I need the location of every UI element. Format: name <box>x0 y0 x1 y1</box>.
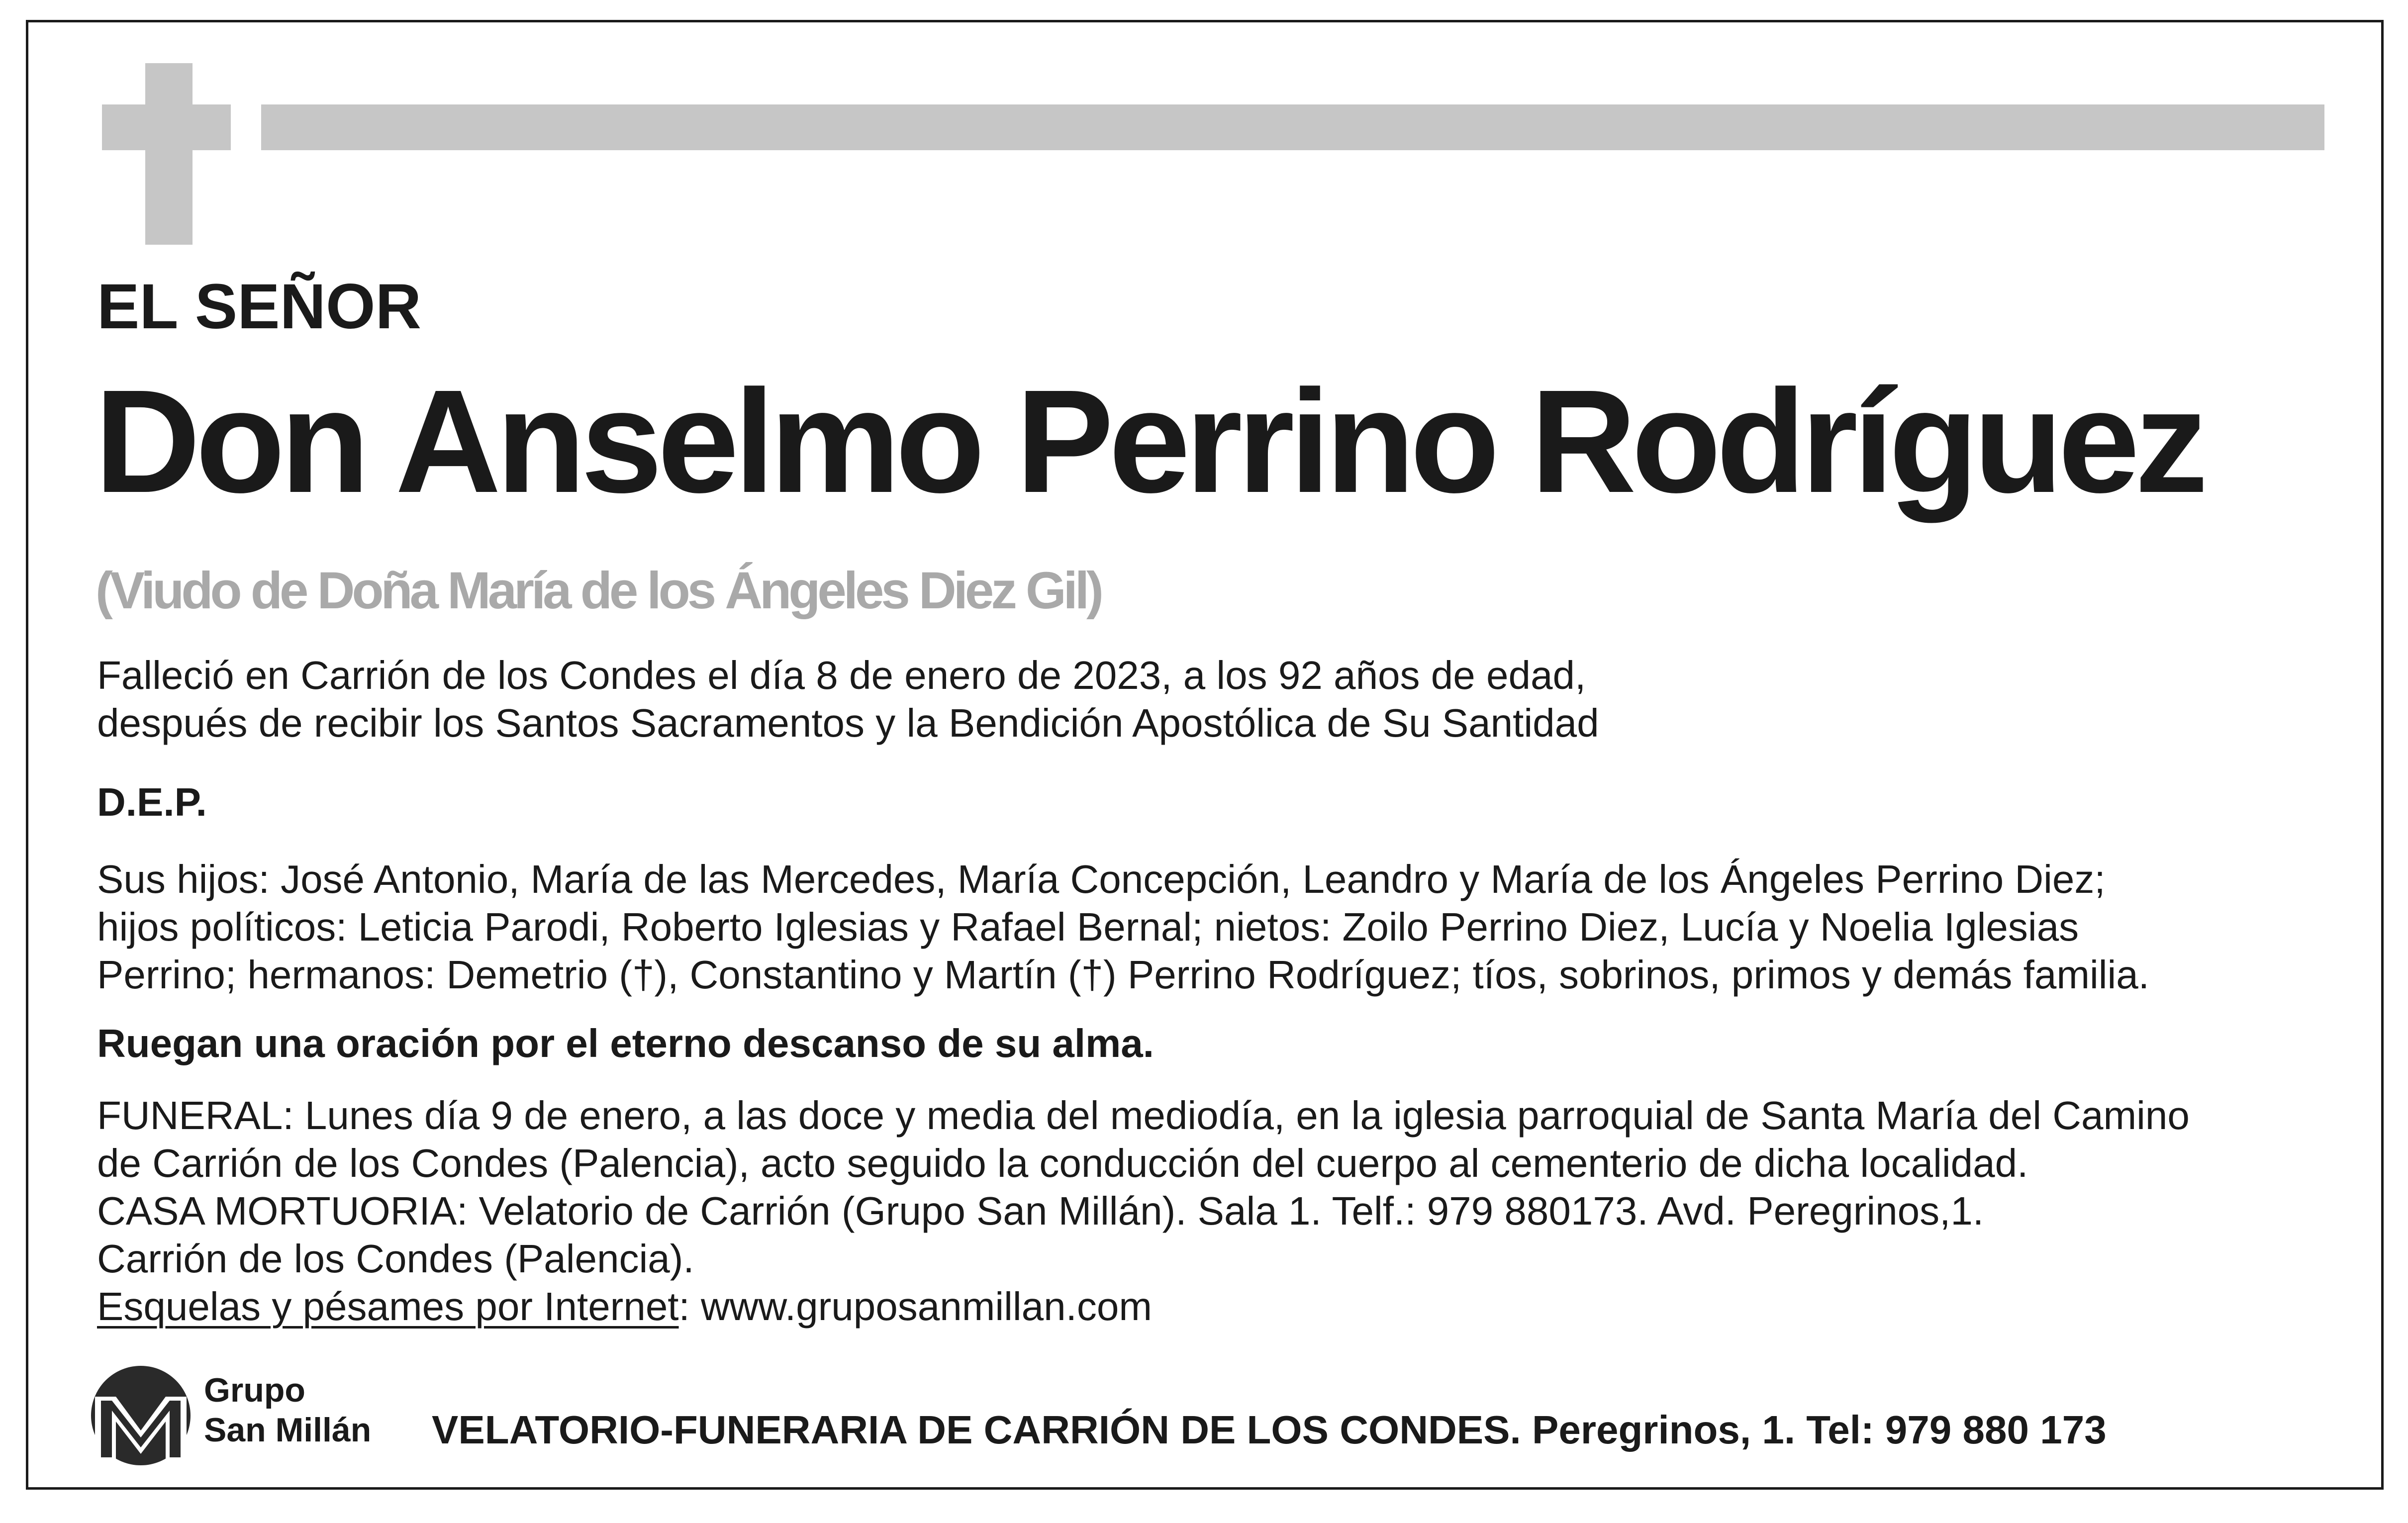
honorific-title: EL SEÑOR <box>97 271 421 342</box>
funeral-home-address <box>432 1410 2107 1450</box>
death-notice-line: Falleció en Carrión de los Condes el día 8 de enero de 2023, a los 92 años de edad, <box>97 653 1586 697</box>
internet-label: Esquelas y pésames por Internet <box>97 1284 679 1329</box>
funeral-details <box>97 1092 2190 1331</box>
logo-wordmark <box>204 1370 371 1450</box>
deceased-name: Don Anselmo Perrino Rodríguez <box>95 359 2204 523</box>
mortuary-line: CASA MORTUORIA: Velatorio de Carrión (Grupo San Millán). Sala 1. Telf.: 979 880173. Avd. Peregrinos,1. <box>97 1189 1984 1233</box>
family-line: Sus hijos: José Antonio, María de las Mercedes, María Concepción, Leandro y María de los Ángeles Perrino Diez; <box>97 857 2106 901</box>
funeral-line: de Carrión de los Condes (Palencia), acto seguido la conducción del cuerpo al cementerio de dicha localidad. <box>97 1141 2028 1185</box>
header-rule <box>261 104 2324 150</box>
cross-icon-vertical <box>145 63 193 245</box>
family-line: Perrino; hermanos: Demetrio (†), Constantino y Martín (†) Perrino Rodríguez; tíos, sobrinos, primos y demás familia. <box>97 952 2150 997</box>
dep-label: D.E.P. <box>97 780 207 824</box>
death-notice-line: después de recibir los Santos Sacramentos y la Bendición Apostólica de Su Santidad <box>97 701 1599 745</box>
funeral-home-contact: Peregrinos, 1. Tel: 979 880 173 <box>1521 1408 2107 1452</box>
family-line: hijos políticos: Leticia Parodi, Roberto Iglesias y Rafael Bernal; nietos: Zoilo Perrino Diez, Lucía y Noelia Iglesias <box>97 905 2079 949</box>
website-link[interactable]: www.gruposanmillan.com <box>700 1284 1153 1329</box>
internet-separator: : <box>678 1284 701 1329</box>
logo-line: San Millán <box>204 1411 372 1449</box>
grupo-san-millan-logo-icon <box>81 1362 200 1469</box>
family-list <box>97 856 2149 999</box>
cross-icon-horizontal <box>102 104 231 150</box>
mortuary-line: Carrión de los Condes (Palencia). <box>97 1237 694 1281</box>
widow-note: (Viudo de Doña María de los Ángeles Diez Gil) <box>96 562 1101 620</box>
death-notice <box>97 652 1599 747</box>
funeral-home-name: VELATORIO-FUNERARIA DE CARRIÓN DE LOS CONDES. <box>432 1408 1521 1452</box>
prayer-request: Ruegan una oración por el eterno descanso de su alma. <box>97 1021 1154 1065</box>
internet-line <box>97 1283 2190 1331</box>
logo-line: Grupo <box>204 1371 305 1409</box>
funeral-line: FUNERAL: Lunes día 9 de enero, a las doce y media del mediodía, en la iglesia parroquial de Santa María del Camino <box>97 1093 2190 1138</box>
